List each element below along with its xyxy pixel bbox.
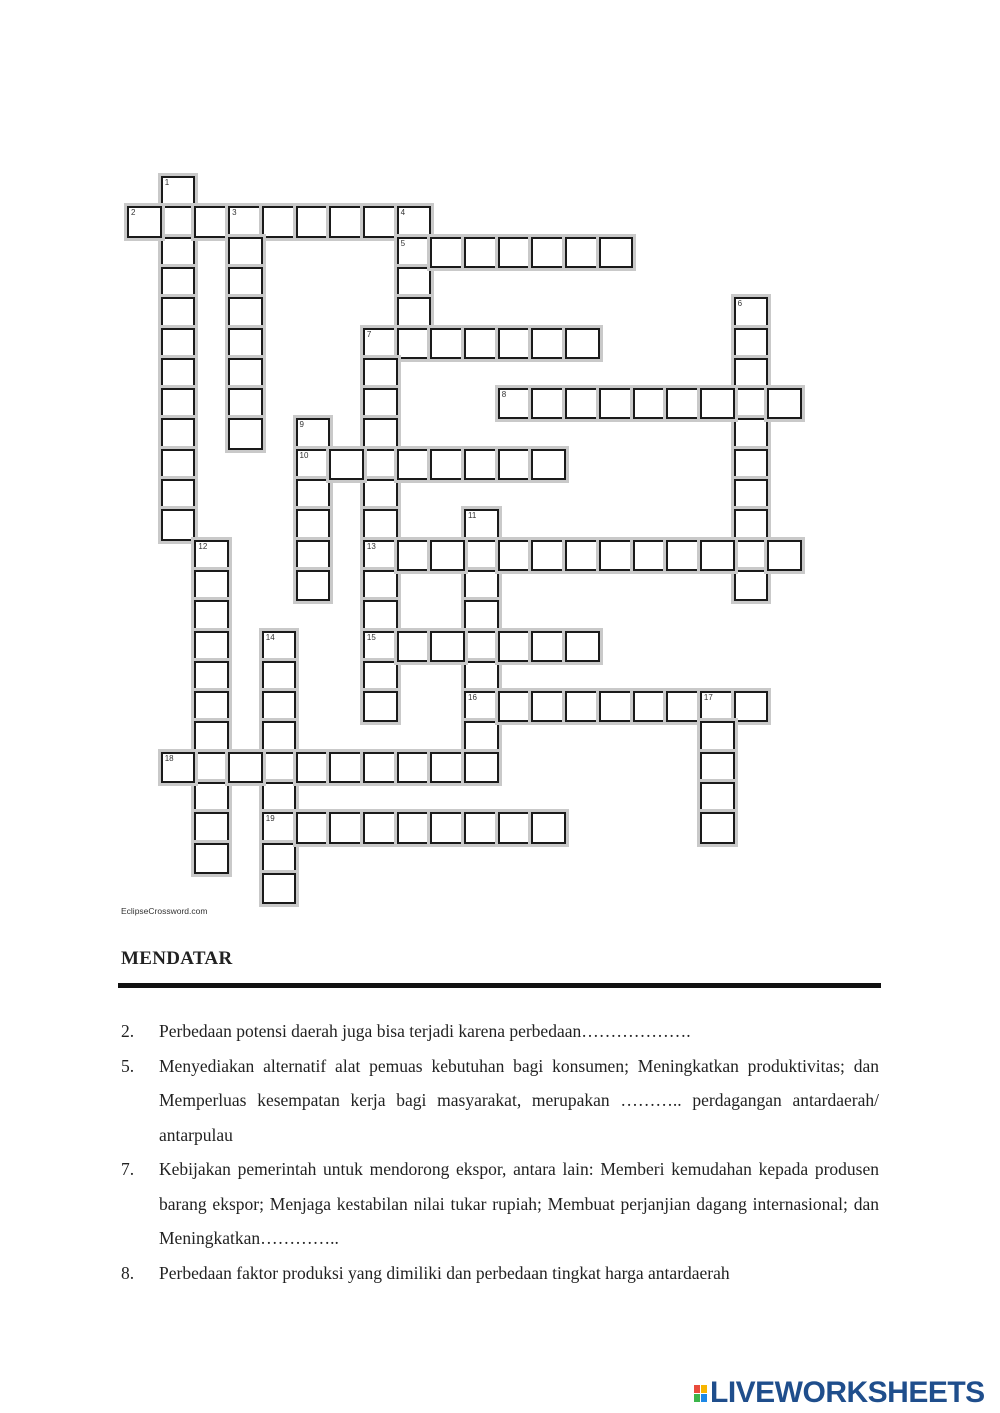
crossword-cell[interactable] xyxy=(734,540,769,571)
logo-square xyxy=(694,1385,700,1393)
clue-number: 7. xyxy=(121,1159,135,1179)
crossword-cell[interactable] xyxy=(194,631,229,662)
crossword-cell[interactable] xyxy=(262,873,297,904)
crossword-cell[interactable] xyxy=(194,843,229,874)
crossword-cell[interactable] xyxy=(464,600,499,631)
crossword-cell[interactable] xyxy=(464,691,499,722)
crossword-cell[interactable] xyxy=(464,631,499,662)
crossword-cell[interactable] xyxy=(228,206,263,237)
crossword-cell[interactable] xyxy=(531,237,566,268)
crossword-cell[interactable] xyxy=(363,388,398,419)
crossword-cell[interactable] xyxy=(161,752,196,783)
crossword-cell[interactable] xyxy=(161,237,196,268)
clue-item xyxy=(121,1256,879,1291)
crossword-cell[interactable] xyxy=(194,600,229,631)
crossword-cell[interactable] xyxy=(700,691,735,722)
clue-number-label: 11 xyxy=(468,511,477,521)
crossword-cell[interactable] xyxy=(734,388,769,419)
crossword-cell[interactable] xyxy=(228,752,263,783)
crossword-cell[interactable] xyxy=(296,206,331,237)
crossword-cell[interactable] xyxy=(464,540,499,571)
crossword-cell[interactable] xyxy=(397,752,432,783)
crossword-cell[interactable] xyxy=(633,388,668,419)
crossword-cell[interactable] xyxy=(397,449,432,480)
crossword-cell[interactable] xyxy=(531,691,566,722)
crossword-cell[interactable] xyxy=(734,479,769,510)
crossword-cell[interactable] xyxy=(531,449,566,480)
crossword-cell[interactable] xyxy=(565,237,600,268)
crossword-cell[interactable] xyxy=(565,388,600,419)
crossword-cell[interactable] xyxy=(565,691,600,722)
clue-number-label: 10 xyxy=(299,450,309,460)
crossword-cell[interactable] xyxy=(700,752,735,783)
liveworksheets-logo xyxy=(694,1377,985,1409)
crossword-cell[interactable] xyxy=(161,176,196,207)
clue-item xyxy=(121,1152,879,1256)
crossword-cell[interactable] xyxy=(363,328,398,359)
clue-number-label: 17 xyxy=(703,693,713,703)
crossword-cell[interactable] xyxy=(498,449,533,480)
crossword-cell[interactable] xyxy=(397,631,432,662)
crossword-cell[interactable] xyxy=(262,782,297,813)
clue-item xyxy=(121,1014,879,1049)
crossword-cell[interactable] xyxy=(296,570,331,601)
crossword-cell[interactable] xyxy=(464,509,499,540)
crossword-cell[interactable] xyxy=(700,721,735,752)
crossword-cell[interactable] xyxy=(599,237,634,268)
clue-list xyxy=(121,1014,879,1290)
logo-square xyxy=(701,1385,707,1393)
logo-text: LIVEWORKSHEETS xyxy=(710,1376,985,1409)
crossword-cell[interactable] xyxy=(363,812,398,843)
crossword-cell[interactable] xyxy=(734,328,769,359)
crossword-cell[interactable] xyxy=(228,358,263,389)
section-heading-mendatar: MENDATAR xyxy=(121,948,233,969)
crossword-cell[interactable] xyxy=(464,661,499,692)
crossword-cell[interactable] xyxy=(599,691,634,722)
crossword-cell[interactable] xyxy=(397,206,432,237)
crossword-cell[interactable] xyxy=(498,237,533,268)
crossword-cell[interactable] xyxy=(565,328,600,359)
clue-number-label: 13 xyxy=(366,541,376,551)
clue-number-label: 16 xyxy=(468,693,477,703)
crossword-cell[interactable] xyxy=(767,540,802,571)
crossword-cell[interactable] xyxy=(161,449,196,480)
crossword-cell[interactable] xyxy=(666,388,701,419)
clue-number-label: 2 xyxy=(131,208,136,218)
crossword-cell[interactable] xyxy=(262,691,297,722)
crossword-cell[interactable] xyxy=(599,388,634,419)
clue-text: Menyediakan alternatif alat pemuas kebutuhan bagi konsumen; Meningkatkan produktivitas; dan Memperluas kesempatan kerja bagi masyarakat, merupakan ……….. perdagangan antardaerah/ antarpulau xyxy=(159,1055,879,1145)
crossword-cell[interactable] xyxy=(363,479,398,510)
crossword-cell[interactable] xyxy=(262,812,297,843)
crossword-cell[interactable] xyxy=(397,328,432,359)
crossword-cell[interactable] xyxy=(464,752,499,783)
crossword-cell[interactable] xyxy=(262,843,297,874)
crossword-cell[interactable] xyxy=(296,479,331,510)
crossword-cell[interactable] xyxy=(430,449,465,480)
logo-square xyxy=(694,1394,700,1402)
crossword-cell[interactable] xyxy=(531,631,566,662)
crossword-cell[interactable] xyxy=(565,540,600,571)
crossword-cell[interactable] xyxy=(363,206,398,237)
crossword-cell[interactable] xyxy=(161,479,196,510)
crossword-cell[interactable] xyxy=(262,661,297,692)
crossword-cell[interactable] xyxy=(565,631,600,662)
crossword-cell[interactable] xyxy=(296,540,331,571)
clue-number-label: 18 xyxy=(164,753,174,763)
crossword-cell[interactable] xyxy=(397,237,432,268)
logo-square xyxy=(701,1394,707,1402)
crossword-cell[interactable] xyxy=(363,509,398,540)
crossword-cell[interactable] xyxy=(464,721,499,752)
crossword-cell[interactable] xyxy=(228,388,263,419)
clue-text: Perbedaan faktor produksi yang dimiliki dan perbedaan tingkat harga antardaerah xyxy=(159,1262,730,1283)
crossword-cell[interactable] xyxy=(464,570,499,601)
crossword-cell[interactable] xyxy=(734,449,769,480)
clue-number-label: 14 xyxy=(265,632,275,642)
crossword-cell[interactable] xyxy=(666,691,701,722)
crossword-cell[interactable] xyxy=(363,661,398,692)
crossword-cell[interactable] xyxy=(363,691,398,722)
crossword-cell[interactable] xyxy=(228,328,263,359)
crossword-cell[interactable] xyxy=(161,267,196,298)
crossword-cell[interactable] xyxy=(161,297,196,328)
crossword-cell[interactable] xyxy=(633,691,668,722)
crossword-credit: EclipseCrossword.com xyxy=(121,906,208,916)
crossword-cell[interactable] xyxy=(296,509,331,540)
crossword-cell[interactable] xyxy=(262,631,297,662)
crossword-cell[interactable] xyxy=(734,418,769,449)
crossword-cell[interactable] xyxy=(363,540,398,571)
clue-number-label: 1 xyxy=(164,178,170,187)
crossword-cell[interactable] xyxy=(734,509,769,540)
crossword-cell[interactable] xyxy=(329,449,364,480)
crossword-cell[interactable] xyxy=(430,631,465,662)
crossword-cell[interactable] xyxy=(397,540,432,571)
crossword-cell[interactable] xyxy=(531,540,566,571)
clue-number: 8. xyxy=(121,1262,135,1283)
crossword-cell[interactable] xyxy=(161,358,196,389)
clue-number-label: 9 xyxy=(299,420,304,430)
crossword-cell[interactable] xyxy=(397,297,432,328)
crossword-cell[interactable] xyxy=(531,812,566,843)
crossword-cell[interactable] xyxy=(194,782,229,813)
crossword-cell[interactable] xyxy=(262,206,297,237)
crossword-cell[interactable] xyxy=(666,540,701,571)
crossword-cell[interactable] xyxy=(228,418,263,449)
crossword-cell[interactable] xyxy=(498,631,533,662)
crossword-cell[interactable] xyxy=(700,388,735,419)
crossword-cell[interactable] xyxy=(228,297,263,328)
crossword-cell[interactable] xyxy=(430,752,465,783)
clue-number: 2. xyxy=(121,1021,135,1041)
crossword-cell[interactable] xyxy=(363,600,398,631)
clue-number-label: 6 xyxy=(737,299,743,309)
crossword-cell[interactable] xyxy=(599,540,634,571)
clue-text: Kebijakan pemerintah untuk mendorong ekspor, antara lain: Memberi kemudahan kepada produsen barang ekspor; Menjaga kestabilan nilai tukar rupiah; Membuat perjanjian dagang internasional; dan Meningkatkan………….. xyxy=(159,1159,879,1248)
crossword-cell[interactable] xyxy=(430,328,465,359)
clue-number-label: 8 xyxy=(501,390,507,400)
crossword-cell[interactable] xyxy=(161,418,196,449)
clue-number-label: 15 xyxy=(366,632,376,642)
clue-number-label: 19 xyxy=(265,814,275,824)
crossword-cell[interactable] xyxy=(194,752,229,783)
clue-number-label: 12 xyxy=(198,541,208,551)
crossword-cell[interactable] xyxy=(464,237,499,268)
crossword-cell[interactable] xyxy=(228,237,263,268)
crossword-cell[interactable] xyxy=(498,388,533,419)
crossword-cell[interactable] xyxy=(498,812,533,843)
crossword-cell[interactable] xyxy=(161,206,196,237)
crossword-cell[interactable] xyxy=(194,661,229,692)
crossword-cell[interactable] xyxy=(464,449,499,480)
clue-text: Perbedaan potensi daerah juga bisa terjadi karena perbedaan………………. xyxy=(159,1021,691,1041)
clue-number-label: 4 xyxy=(400,208,406,218)
crossword-cell[interactable] xyxy=(262,752,297,783)
crossword-cell[interactable] xyxy=(296,449,331,480)
liveworksheets-logo-icon xyxy=(694,1385,707,1402)
crossword-cell[interactable] xyxy=(734,297,769,328)
crossword-cell[interactable] xyxy=(161,328,196,359)
crossword-cell[interactable] xyxy=(194,721,229,752)
heading-divider xyxy=(118,983,881,988)
crossword-cell[interactable] xyxy=(194,540,229,571)
crossword-cell[interactable] xyxy=(734,358,769,389)
crossword-cell[interactable] xyxy=(296,812,331,843)
crossword-cell[interactable] xyxy=(464,812,499,843)
crossword-cell[interactable] xyxy=(700,540,735,571)
crossword-cell[interactable] xyxy=(498,691,533,722)
clue-number-label: 3 xyxy=(232,208,237,218)
crossword-cell[interactable] xyxy=(194,206,229,237)
crossword-cell[interactable] xyxy=(161,509,196,540)
crossword-cell[interactable] xyxy=(498,328,533,359)
crossword-cell[interactable] xyxy=(700,782,735,813)
crossword-cell[interactable] xyxy=(329,812,364,843)
crossword-cell[interactable] xyxy=(329,206,364,237)
crossword-cell[interactable] xyxy=(734,570,769,601)
crossword-cell[interactable] xyxy=(767,388,802,419)
crossword-cell[interactable] xyxy=(430,812,465,843)
crossword-cell[interactable] xyxy=(161,388,196,419)
crossword-cell[interactable] xyxy=(430,237,465,268)
crossword-cell[interactable] xyxy=(363,631,398,662)
crossword-cell[interactable] xyxy=(430,540,465,571)
crossword-cell[interactable] xyxy=(363,449,398,480)
clue-number: 5. xyxy=(121,1055,135,1076)
crossword-cell[interactable] xyxy=(127,206,162,237)
clue-number-label: 7 xyxy=(366,329,372,339)
crossword-cell[interactable] xyxy=(194,812,229,843)
crossword-cell[interactable] xyxy=(296,418,331,449)
crossword-cell[interactable] xyxy=(363,418,398,449)
crossword-cell[interactable] xyxy=(397,267,432,298)
crossword-cell[interactable] xyxy=(262,721,297,752)
crossword-cell[interactable] xyxy=(363,752,398,783)
crossword-cell[interactable] xyxy=(363,358,398,389)
crossword-cell[interactable] xyxy=(228,267,263,298)
clue-item xyxy=(121,1049,879,1153)
crossword-cell[interactable] xyxy=(700,812,735,843)
crossword-cell[interactable] xyxy=(363,570,398,601)
crossword-cell[interactable] xyxy=(498,540,533,571)
crossword-cell[interactable] xyxy=(464,328,499,359)
crossword-cell[interactable] xyxy=(194,691,229,722)
crossword-cell[interactable] xyxy=(531,388,566,419)
crossword-cell[interactable] xyxy=(397,812,432,843)
clue-number-label: 5 xyxy=(400,238,406,248)
crossword-cell[interactable] xyxy=(734,691,769,722)
crossword-cell[interactable] xyxy=(194,570,229,601)
crossword-cell[interactable] xyxy=(531,328,566,359)
crossword-cell[interactable] xyxy=(329,752,364,783)
crossword-cell[interactable] xyxy=(633,540,668,571)
crossword-cell[interactable] xyxy=(296,752,331,783)
